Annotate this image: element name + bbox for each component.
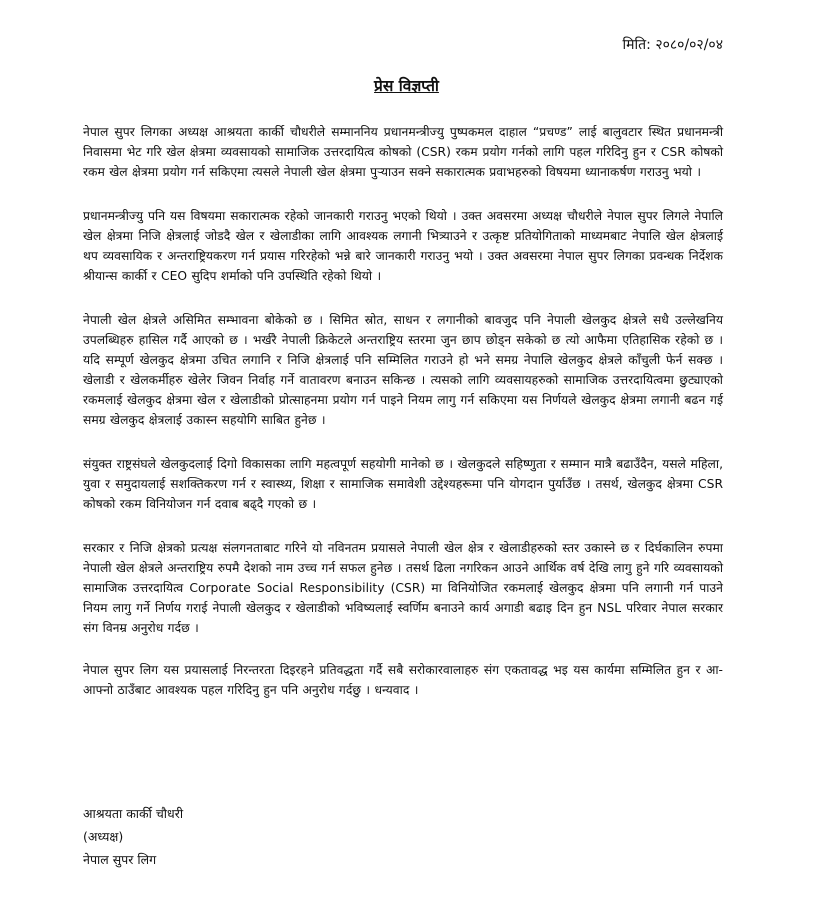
document-body — [83, 122, 723, 724]
paragraph-3: नेपाली खेल क्षेत्रले असिमित सम्भावना बोकेको छ । सिमित स्रोत, साधन र लगानीको बावजुद पनि नेपाली खेलकुद क्षेत्रले सधै उल्लेखनिय उपलब्धिहरु हासिल गर्दै आएको छ । भर्खरै नेपाली क्रिकेटले अन्तराष्ट्रिय स्तरमा जुन छाप छोड्न सकेको छ त्यो आफैमा एतिहासिक रहेको छ । यदि सम्पूर्ण खेलकुद क्षेत्रमा उचित लगानि र निजि क्षेत्रलाई पनि सम्मिलित गराउने हो भने समग्र नेपालि खेलकुद क्षेत्रले काँचुली फेर्न सक्छ । खेलाडी र खेलकर्मीहरु खेलेर जिवन निर्वाह गर्ने वातावरण बनाउन सकिन्छ । त्यसको लागि व्यवसायहरुको सामाजिक उत्तरदायित्वमा छुट्याएको रकमलाई खेलकुद क्षेत्रमा खेल र खेलाडीको प्रोत्साहनमा प्रयोग गर्न पाइने नियम लागु गर्न सकिएमा यस निर्णयले खेलकुद क्षेत्रमा लगानी बढन गई समग्र खेलकुद क्षेत्रलाई उकास्न सहयोगि साबित हुनेछ । — [83, 313, 723, 427]
signatory-role: (अध्यक्ष) — [83, 829, 124, 844]
signatory-organization: नेपाल सुपर लिग — [83, 852, 157, 867]
paragraph-4: संयुक्त राष्ट्रसंघले खेलकुदलाई दिगो विकासका लागि महत्वपूर्ण सहयोगी मानेको छ । खेलकुदले सहिष्णुता र सम्मान मात्रै बढाउँदैन, यसले महिला, युवा र समुदायलाई सशक्तिकरण गर्न र स्वास्थ्य, शिक्षा र सामाजिक समावेशी उद्देश्यहरूमा पनि योगदान पुर्याउँछ । तसर्थ, खेलकुद क्षेत्रमा CSR कोषको रकम विनियोजन गर्न दवाब बढ्दै गएको छ । — [83, 457, 723, 511]
paragraph-5: सरकार र निजि क्षेत्रको प्रत्यक्ष संलगनताबाट गरिने यो नविनतम प्रयासले नेपाली खेल क्षेत्र र खेलाडीहरुको स्तर उकास्ने छ र दिर्घकालिन रुपमा नेपाली खेल क्षेत्रले अन्तराष्ट्रिय रुपमै देशको नाम उच्च गर्न सफल हुनेछ । तसर्थ ढिला नगरिकन आउने आर्थिक वर्ष देखि लागु हुने गरि व्यवसायको सामाजिक उत्तरदायित्व Corporate Social Responsibility (CSR) मा विनियोजित रकमलाई खेलकुद क्षेत्रमा पनि लगानी गर्न पाउने नियम लागु गर्ने निर्णय गराई नेपाली खेलकुद र खेलाडीको भविष्यलाई स्वर्णिम बनाउने कार्य अगाडी बढाइ दिन हुन NSL परिवार नेपाल सरकार संग विनम्र अनुरोध गर्दछ । — [83, 541, 723, 635]
paragraph-2: प्रधानमन्त्रीज्यु पनि यस विषयमा सकारात्मक रहेको जानकारी गराउनु भएको थियो । उक्त अवसरमा अध्यक्ष चौधरीले नेपाल सुपर लिगले नेपालि खेल क्षेत्रमा निजि क्षेत्रलाई जोडदै खेल र खेलाडीका लागि आवश्यक लगानी भित्र्याउने र उत्कृष्ट प्रतियोगिताको माध्यमबाट नेपालि खेल क्षेत्रलाई थप व्यवसायिक र अन्तराष्ट्रियकरण गर्न प्रयास गरिरहेको भन्ने बारे जानकारी गराउनु भयो । उक्त अवसरमा नेपाल सुपर लिगका प्रवन्धक निर्देशक श्रीयान्स कार्की र CEO सुदिप शर्माको पनि उपस्थिति रहेको थियो । — [83, 209, 723, 283]
document-title: प्रेस विज्ञप्ती — [374, 77, 439, 95]
document-date: मिति: २०८०/०२/०४ — [622, 37, 723, 53]
paragraph-6: नेपाल सुपर लिग यस प्रयासलाई निरन्तरता दिइरहने प्रतिवद्धता गर्दै सबै सरोकारवालाहरु संग एकतावद्ध भइ यस कार्यमा सम्मिलित हुन र आ-आफ्नो ठाउँबाट आवश्यक पहल गरिदिनु हुन पनि अनुरोध गर्दछु । धन्यवाद । — [83, 663, 723, 697]
signatory-name: आश्रयता कार्की चौधरी — [83, 806, 184, 821]
signature-block — [83, 802, 183, 871]
paragraph-1: नेपाल सुपर लिगका अध्यक्ष आश्रयता कार्की चौधरीले सम्माननिय प्रधानमन्त्रीज्यु पुष्पकमल दाहाल “प्रचण्ड” लाई बालुवटार स्थित प्रधानमन्त्री निवासमा भेट गरि खेल क्षेत्रमा व्यवसायको सामाजिक उत्तरदायित्व कोषको (CSR) रकम प्रयोग गर्नको लागि पहल गरिदिनु हुन र CSR कोषको रकम खेल क्षेत्रमा प्रयोग गर्न सकिएमा त्यसले नेपाली खेल क्षेत्रमा पुऱ्याउन सक्ने सकारात्मक प्रवाभहरुको विषयमा ध्यानाकर्षण गराउनु भयो । — [83, 125, 723, 179]
